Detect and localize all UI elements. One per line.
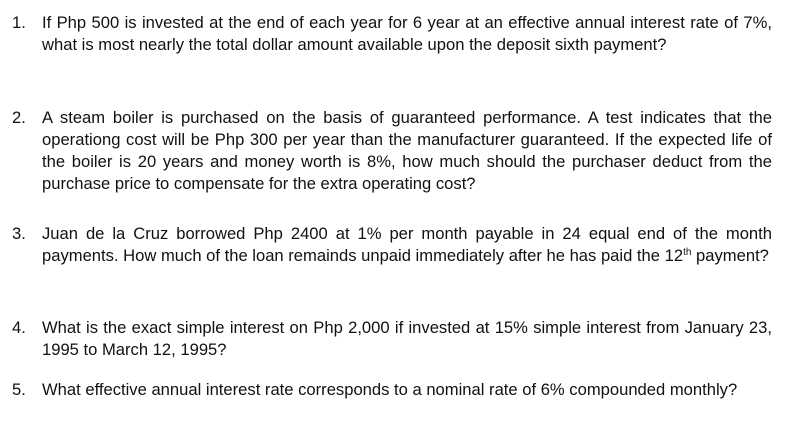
problem-item-5	[12, 379, 772, 401]
problem-text: What is the exact simple interest on Php 2,000 if invested at 15% simple interest from January 23, 1995 to March 12, 1995?	[42, 318, 772, 359]
problem-text-end: payment?	[691, 246, 769, 265]
problem-number: 4.	[12, 318, 26, 337]
problem-number: 5.	[12, 380, 26, 399]
problem-number: 1.	[12, 13, 26, 32]
problem-text: A steam boiler is purchased on the basis of guaranteed performance. A test indicates that the operationg cost will be Php 300 per year than the manufacturer guaranteed. If the expected life of the boiler is 20 years and money worth is 8%, how much should the purchaser deduct from the purchase price to compensate for the extra operating cost?	[42, 108, 772, 193]
problem-text-main: Juan de la Cruz borrowed Php 2400 at 1% per month payable in 24 equal end of the month payments. How much of the loan remainds unpaid immediately after he has paid the 12	[42, 224, 772, 265]
problem-number: 2.	[12, 108, 26, 127]
problem-item-3	[12, 223, 772, 267]
problem-item-2	[12, 107, 772, 195]
problem-item-4	[12, 317, 772, 361]
problem-number: 3.	[12, 224, 26, 243]
ordinal-superscript: th	[683, 247, 692, 258]
problem-text	[42, 223, 772, 267]
problem-item-1	[12, 12, 772, 56]
problem-text: What effective annual interest rate corresponds to a nominal rate of 6% compounded monthly?	[42, 380, 738, 399]
problem-text: If Php 500 is invested at the end of each year for 6 year at an effective annual interest rate of 7%, what is most nearly the total dollar amount available upon the deposit sixth payment?	[42, 13, 772, 54]
